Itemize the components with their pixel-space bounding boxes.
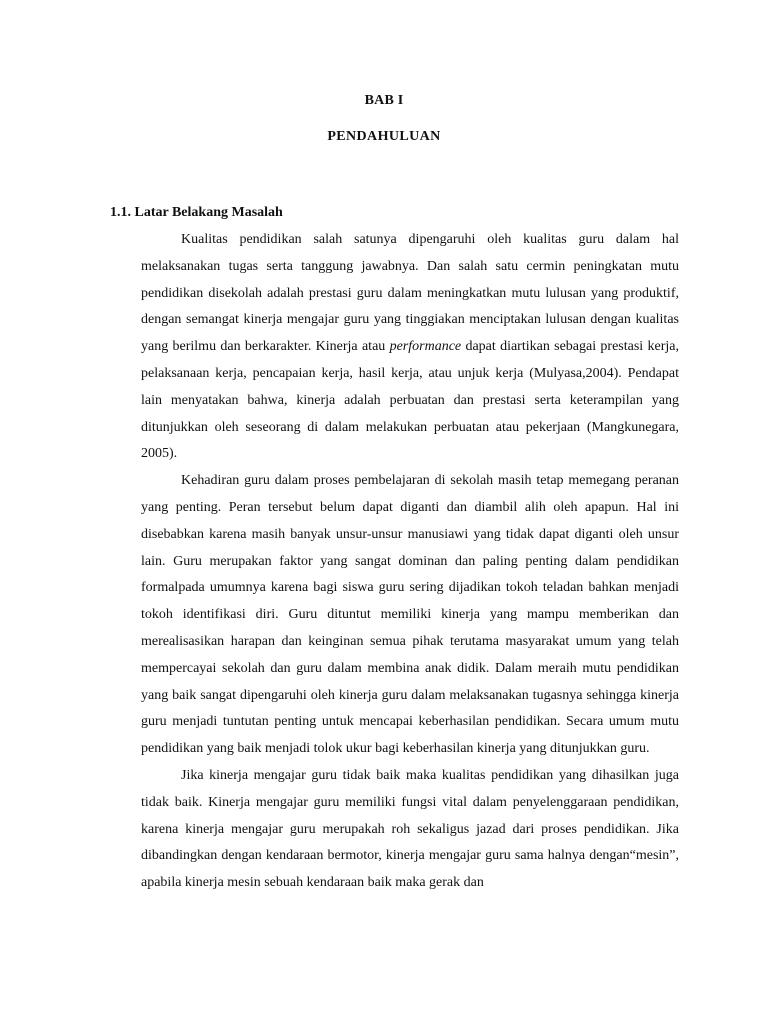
paragraph-1-italic-term: performance xyxy=(389,339,462,355)
paragraph-1-text-before: Kualitas pendidikan salah satunya dipengaruhi oleh kualitas guru dalam hal melaksanakan tugas serta tanggung jawabnya. Dan salah satu cermin peningkatan mutu pendidikan disekolah adalah prestasi guru dalam meningkatkan mutu lulusan yang produktif, dengan semangat kinerja mengajar guru yang tinggiakan menciptakan lulusan dengan kualitas yang berilmu dan berkarakter. Kinerja atau xyxy=(141,232,679,355)
paragraph-1 xyxy=(141,227,679,468)
paragraph-3: Jika kinerja mengajar guru tidak baik maka kualitas pendidikan yang dihasilkan juga tidak baik. Kinerja mengajar guru memiliki fungsi vital dalam penyelenggaraan pendidikan, karena kinerja mengajar guru merupakah roh sekaligus jazad dari proses pendidikan. Jika dibandingkan dengan kendaraan bermotor, kinerja mengajar guru sama halnya dengan“mesin”, apabila kinerja mesin sebuah kendaraan baik maka gerak dan xyxy=(141,767,679,891)
paragraph-1-text-after: dapat diartikan sebagai prestasi kerja, pelaksanaan kerja, pencapaian kerja, hasil kerja, atau unjuk kerja (Mulyasa,2004). Pendapat lain menyatakan bahwa, kinerja adalah perbuatan dan prestasi serta keterampilan yang ditunjukkan oleh seseorang di dalam melakukan perbuatan atau pekerjaan (Mangkunegara, 2005). xyxy=(141,339,679,462)
chapter-label: BAB I xyxy=(364,93,404,108)
chapter-title: PENDAHULUAN xyxy=(327,129,441,144)
paragraph-2: Kehadiran guru dalam proses pembelajaran di sekolah masih tetap memegang peranan yang penting. Peran tersebut belum dapat diganti dan diambil alih oleh apapun. Hal ini disebabkan karena masih banyak unsur-unsur manusiawi yang tidak dapat diganti oleh unsur lain. Guru merupakan faktor yang sangat dominan dan paling penting dalam pendidikan formalpada umumnya karena bagi siswa guru sering dijadikan tokoh teladan bahkan menjadi tokoh identifikasi diri. Guru dituntut memiliki kinerja yang mampu memberikan dan merealisasikan harapan dan keinginan semua pihak terutama masyarakat umum yang telah mempercayai sekolah dan guru dalam membina anak didik. Dalam meraih mutu pendidikan yang baik sangat dipengaruhi oleh kinerja guru dalam melaksanakan tugasnya sehingga kinerja guru menjadi tuntutan penting untuk mencapai keberhasilan pendidikan. Secara umum mutu pendidikan yang baik menjadi tolok ukur bagi keberhasilan kinerja yang ditunjukkan guru. xyxy=(141,473,679,757)
section-heading: 1.1. Latar Belakang Masalah xyxy=(110,205,283,220)
body-text xyxy=(141,227,679,897)
